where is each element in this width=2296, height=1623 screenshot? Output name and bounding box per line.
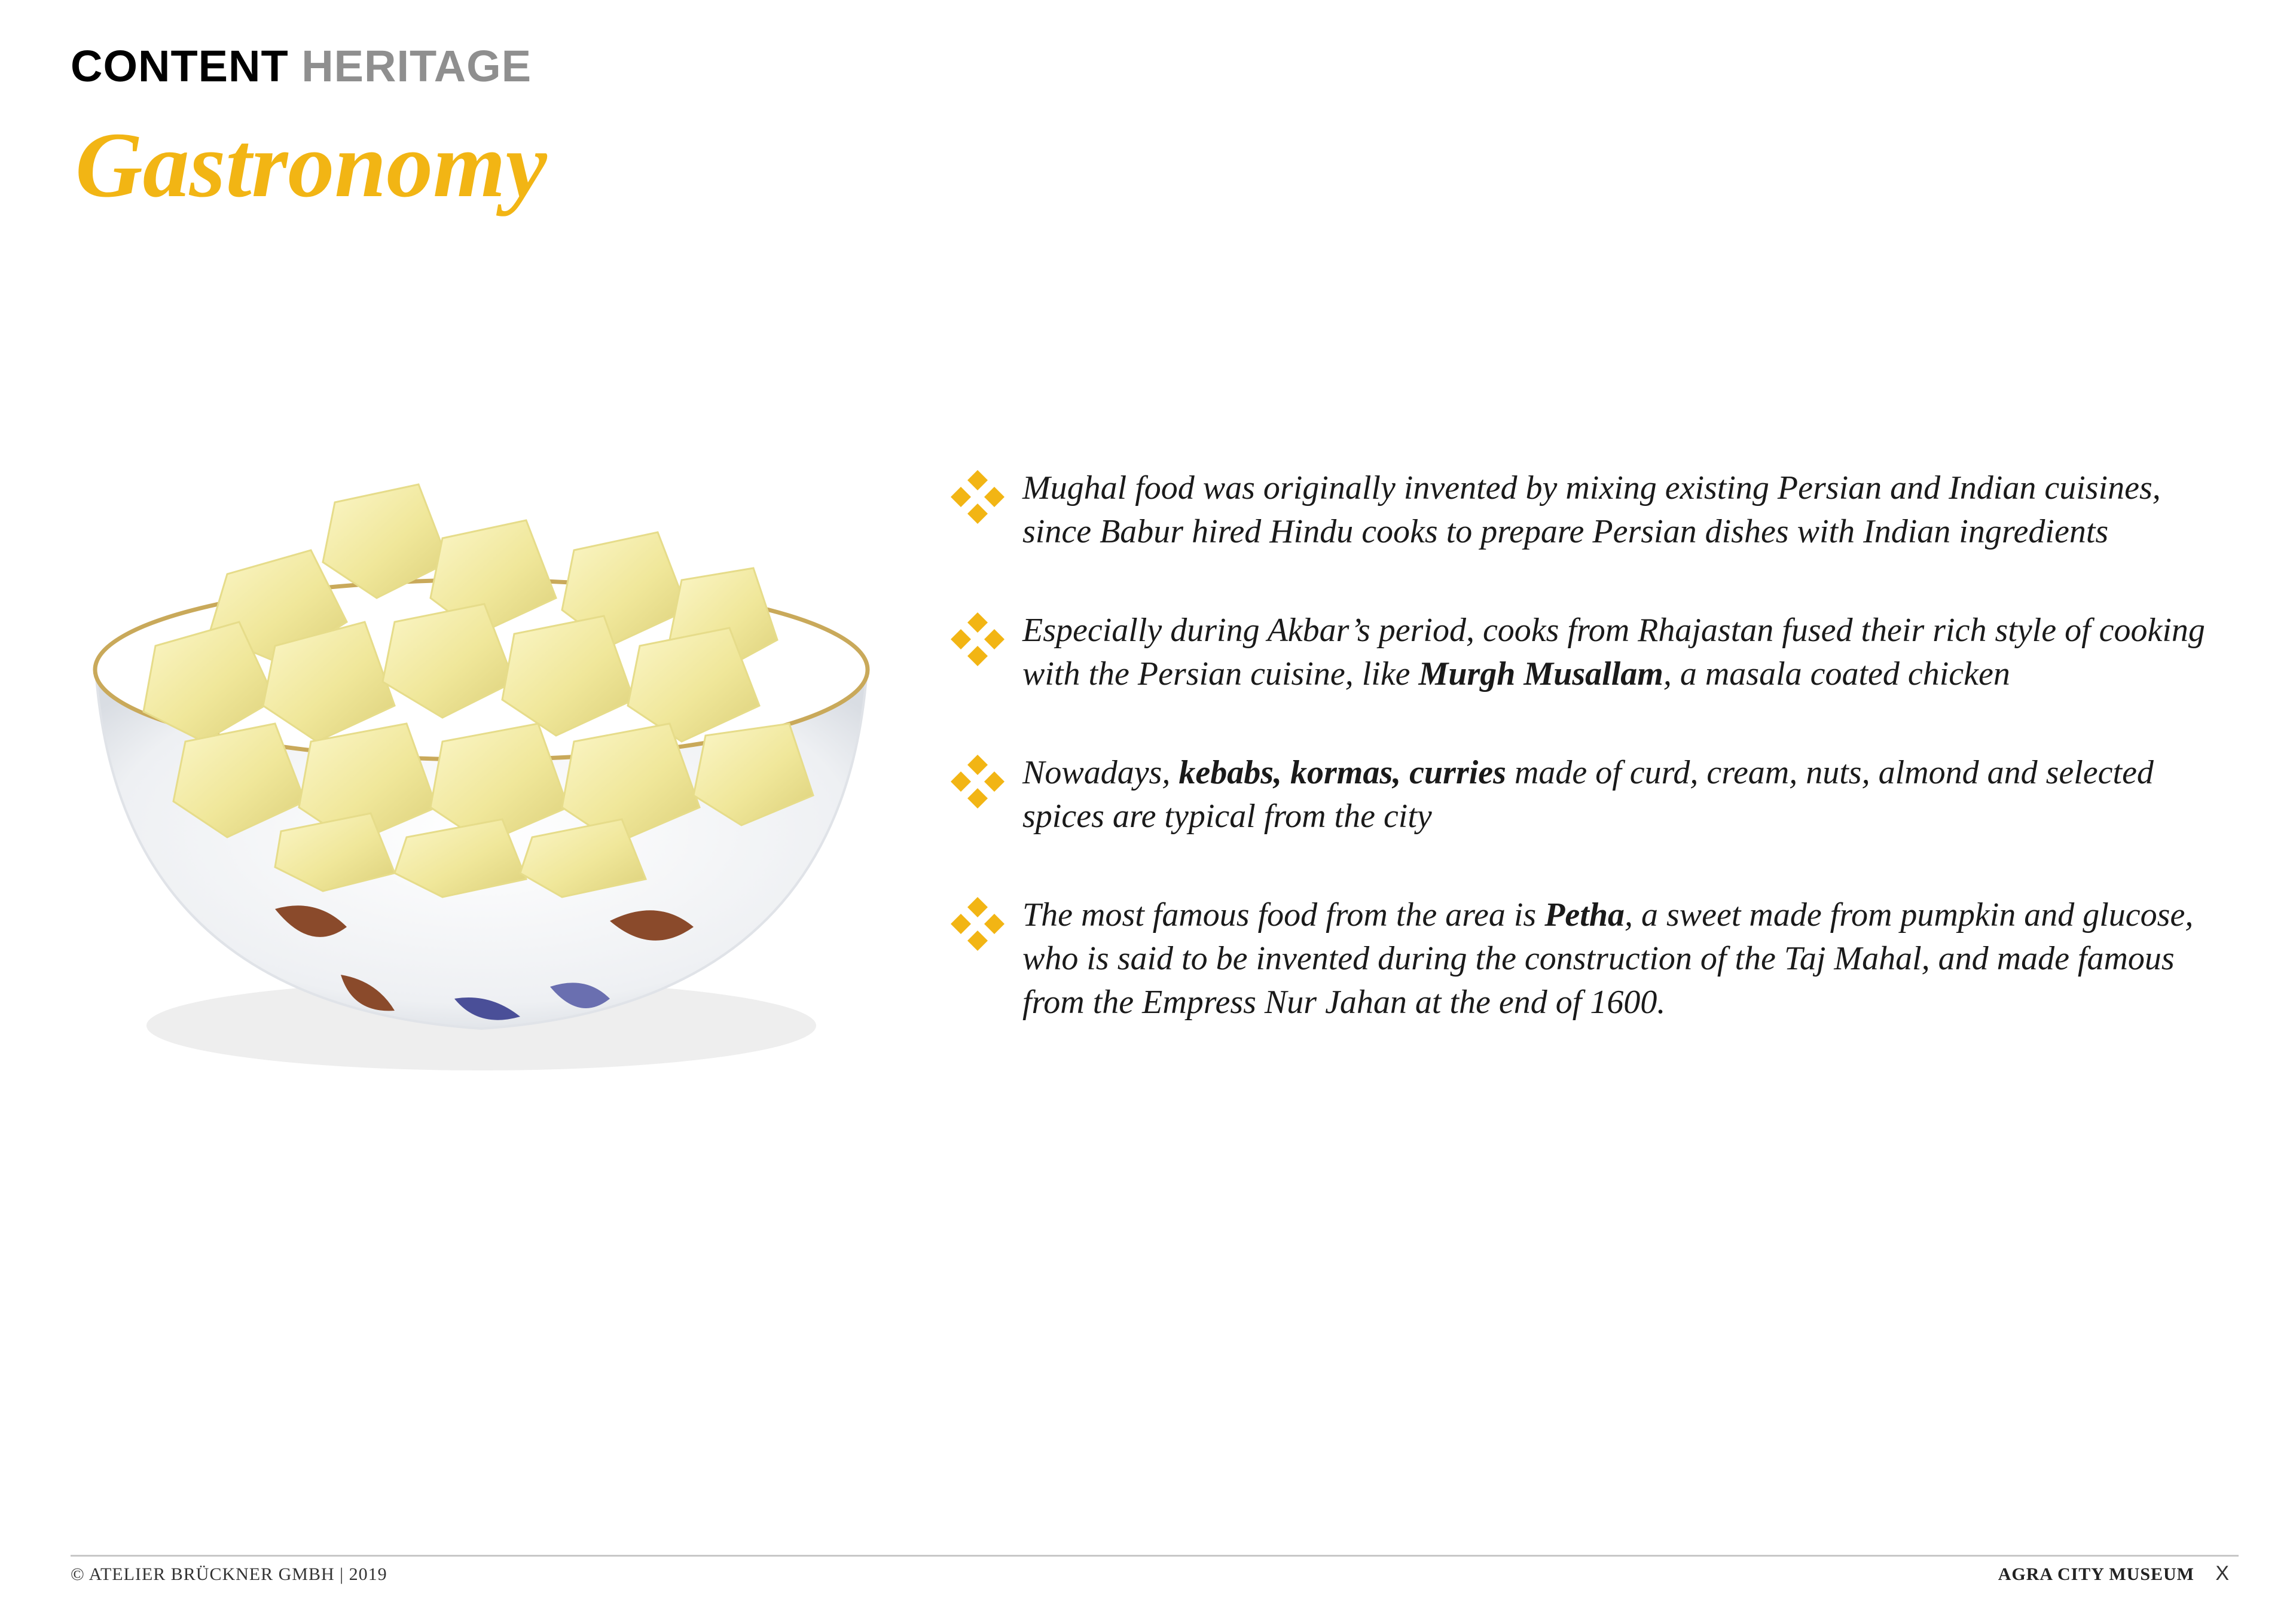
bullet-text [1022, 466, 2229, 554]
kicker-primary: CONTENT [71, 41, 289, 91]
bullet-emphasis: Petha [1544, 896, 1625, 933]
bullet-segment: Especially during Akbar’s period, cooks from Rhajastan fused their rich style of cooking with the Persian cuisine, like [1022, 612, 2205, 692]
list-item [949, 751, 2229, 838]
bullet-text [1022, 609, 2229, 696]
bullet-text [1022, 893, 2229, 1024]
diamond-bullet-icon [949, 896, 1006, 952]
page-title: Gastronomy [75, 113, 547, 216]
bullet-segment: Nowadays, [1022, 754, 1179, 791]
footer-museum-name: AGRA CITY MUSEUM [1998, 1564, 2194, 1584]
section-kicker [71, 41, 532, 91]
bullet-segment: made of curd, cream, nuts, almond and selected spices are typical from the city [1022, 754, 2154, 835]
diamond-bullet-icon [949, 469, 1006, 525]
bullet-list [949, 466, 2229, 1024]
list-item [949, 609, 2229, 696]
petha-bowl-photo [84, 383, 879, 1148]
list-item [949, 466, 2229, 554]
diamond-bullet-icon [949, 611, 1006, 667]
diamond-bullet-icon [949, 753, 1006, 810]
footer-page-number: X [2215, 1562, 2229, 1585]
bullet-segment: Mughal food was originally invented by mixing existing Persian and Indian cuisines, since Babur hired Hindu cooks to prepare Persian dishes with Indian ingredients [1022, 469, 2161, 550]
bullet-segment: , a sweet made from pumpkin and glucose, who is said to be invented during the construction of the Taj Mahal, and made famous from the Empress Nur Jahan at the end of 1600. [1022, 896, 2194, 1021]
kicker-secondary: HERITAGE [301, 41, 532, 91]
footer-divider [71, 1555, 2239, 1557]
page-header [71, 41, 532, 91]
bullet-emphasis: kebabs, kormas, curries [1178, 754, 1506, 791]
bullet-emphasis: Murgh Musallam [1418, 655, 1663, 692]
bullet-segment: The most famous food from the area is [1022, 896, 1545, 933]
bullet-segment: , a masala coated chicken [1663, 655, 2010, 692]
bullet-text [1022, 751, 2229, 838]
list-item [949, 893, 2229, 1024]
footer-copyright: © ATELIER BRÜCKNER GMBH | 2019 [71, 1564, 387, 1584]
